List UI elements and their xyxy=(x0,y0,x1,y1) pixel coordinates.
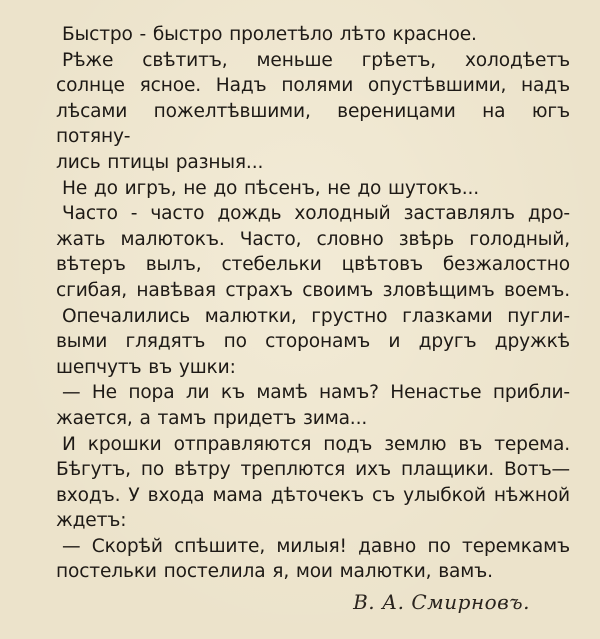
text-line: — Скорѣй спѣшите, милыя! давно по теремкамъ xyxy=(62,535,570,557)
text-line: И крошки отправляются подъ землю въ терема. xyxy=(62,433,570,455)
text-line: шепчутъ въ ушки: xyxy=(56,356,236,378)
text-line: Рѣже свѣтитъ, меньше грѣетъ, холодѣетъ xyxy=(62,49,570,71)
text-line: постельки постелила я, мои малютки, вамъ. xyxy=(56,561,493,583)
paragraph xyxy=(56,380,570,431)
paragraph xyxy=(56,304,570,381)
text-line: Не до игръ, не до пѣсенъ, не до шутокъ... xyxy=(62,177,479,199)
text-line: вѣтеръ вылъ, стебельки цвѣтовъ безжалостно xyxy=(56,254,570,276)
author-signature: В. А. Смирновъ. xyxy=(353,590,530,614)
text-line: лѣсами пожелтѣвшими, вереницами на югъ потяну- xyxy=(56,100,570,148)
text-line: выми глядятъ по сторонамъ и другъ дружкѣ xyxy=(56,331,570,353)
text-line: солнце ясное. Надъ полями опустѣвшими, надъ xyxy=(56,75,570,97)
paragraph xyxy=(56,201,570,303)
text-line: Бѣгутъ, по вѣтру треплются ихъ плащики. Вотъ— xyxy=(56,459,570,481)
text-line: Опечалились малютки, грустно глазками пугли- xyxy=(62,305,570,327)
paragraph xyxy=(62,22,570,48)
text-line: Быстро - быстро пролетѣло лѣто красное. xyxy=(62,24,477,45)
text-line: входъ. У входа мама дѣточекъ съ улыбкой нѣжной xyxy=(56,484,570,506)
paragraph xyxy=(62,176,570,202)
text-line: лись птицы разныя... xyxy=(56,151,264,173)
text-line: жается, а тамъ придетъ зима... xyxy=(56,407,368,429)
text-line: Часто - часто дождь холодный заставлялъ дро- xyxy=(62,203,570,225)
text-line: жать малютокъ. Часто, словно звѣрь голодный, xyxy=(56,228,570,250)
text-line: ждетъ: xyxy=(56,510,127,532)
text-line: — Не пора ли къ мамѣ намъ? Ненастье прибли- xyxy=(62,382,570,404)
poem-text xyxy=(56,22,570,585)
text-line: сгибая, навѣвая страхъ своимъ зловѣщимъ воемъ. xyxy=(56,279,570,301)
paragraph xyxy=(56,48,570,176)
paragraph xyxy=(56,432,570,534)
paragraph xyxy=(56,534,570,585)
